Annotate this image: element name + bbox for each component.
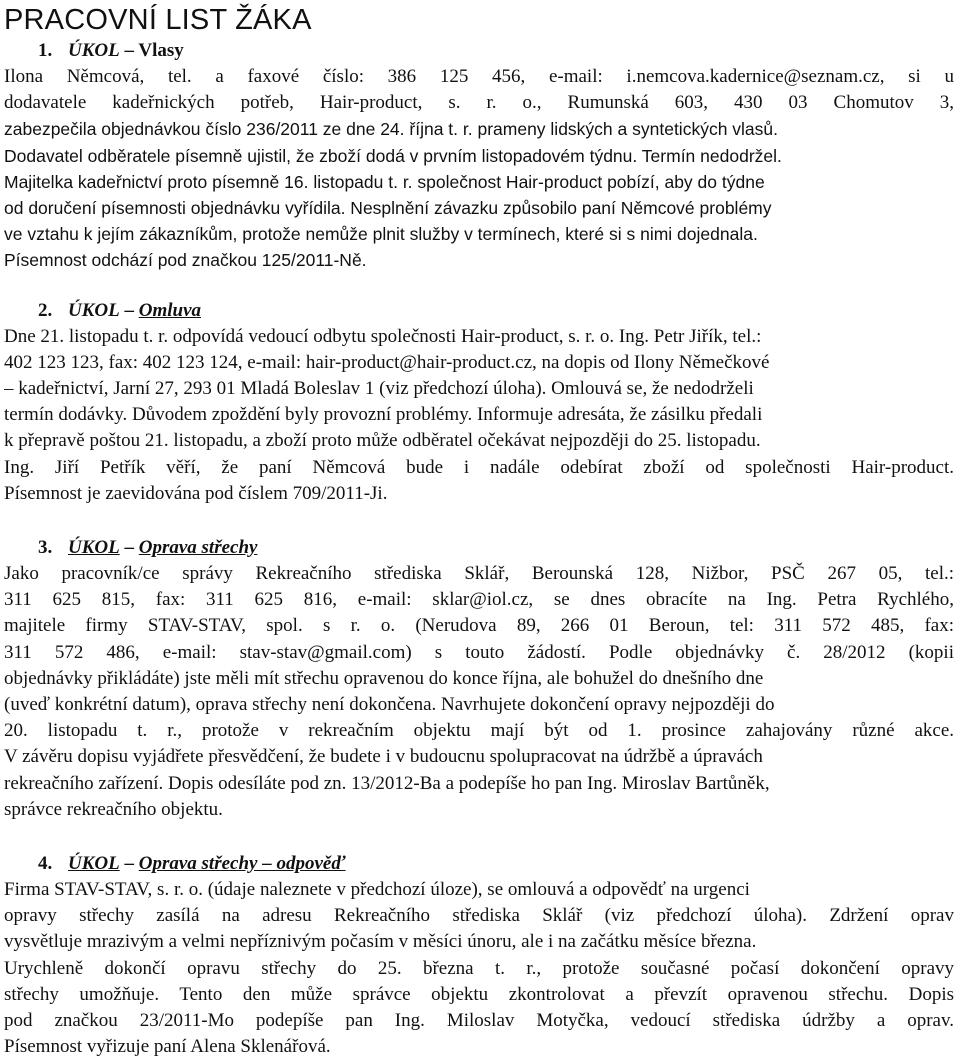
paragraph-line: střechy umožňuje. Tento den může správce objektu zkontrolovat a převzít opravenou střechu. Dopis [4,983,954,1005]
paragraph-line: Ing. Jiří Petřík věří, že paní Němcová bude i nadále odebírat zboží od společnosti Hair-product. [4,456,954,478]
task-name: Vlasy [138,40,184,61]
task-section-3 [4,535,954,823]
section-spacer [4,823,954,851]
paragraph-line: Písemnost vyřizuje paní Alena Sklenářová. [4,1036,331,1058]
paragraph-line: Písemnost odchází pod značkou 125/2011-Ně. [4,250,367,271]
paragraph-line: majitele firmy STAV-STAV, spol. s r. o. (Nerudova 89, 266 01 Beroun, tel: 311 572 485, fax: [4,615,954,637]
paragraph-line: Písemnost je zaevidována pod číslem 709/2011-Ji. [4,482,388,504]
paragraph-line: vysvětluje mrazivým a velmi nepříznivým počasím v měsíci únoru, ale i na začátku měsíce března. [4,931,757,953]
paragraph-line: (uveď konkrétní datum), oprava střechy není dokončena. Navrhujete dokončení opravy nejpozději do [4,694,775,716]
task-dash: – [119,853,139,875]
paragraph-line: 20. listopadu t. r., protože v rekreačním objektu mají být od 1. prosince zahajovány různé akce. [4,720,954,742]
paragraph-line: V závěru dopisu vyjádřete přesvědčení, že budete i v budoucnu spolupracovat na údržbě a úpravách [4,746,763,768]
paragraph-line: dodavatele kadeřnických potřeb, Hair-product, s. r. o., Rumunská 603, 430 03 Chomutov 3, [4,92,954,114]
task-name: Oprava střechy – odpověď [138,853,346,875]
task-number: 3. [38,537,53,559]
task-dash: – [119,299,139,321]
paragraph-line: zabezpečila objednávkou číslo 236/2011 ze dne 24. října t. r. prameny lidských a syntetických vlasů. [4,119,778,140]
task-label: ÚKOL [68,299,120,321]
section-spacer [4,507,954,535]
paragraph-line: Jako pracovník/ce správy Rekreačního střediska Sklář, Berounská 128, Nižbor, PSČ 267 05, tel.: [4,563,954,585]
paragraph-line: správce rekreačního objektu. [4,798,223,820]
paragraph-line: objednávky přikládáte) jste měli mít střechu opravenou do konce října, ale bohužel do dnešního dne [4,667,764,689]
task-dash: – [119,537,139,559]
task-dash: – [119,40,139,61]
task-heading [38,535,954,561]
paragraph-line: 311 572 486, e-mail: stav-stav@gmail.com) s touto žádostí. Podle objednávky č. 28/2012 (kopii [4,641,954,663]
paragraph-line: 402 123 123, fax: 402 123 124, e-mail: hair-product@hair-product.cz, na dopis od Ilony Němečkové [4,351,770,373]
task-list [4,38,954,1061]
task-number: 4. [38,853,53,875]
paragraph-line: 311 625 815, fax: 311 625 816, e-mail: sklar@iol.cz, se dnes obracíte na Ing. Petra Rychlého, [4,589,954,611]
paragraph-line: rekreačního zařízení. Dopis odesíláte pod zn. 13/2012-Ba a podepíše ho pan Ing. Miroslav Bartůněk, [4,772,770,794]
task-number: 2. [38,299,53,321]
paragraph-line: pod značkou 23/2011-Mo podepíše pan Ing. Miloslav Motyčka, vedoucí střediska údržby a oprav. [4,1010,954,1032]
paragraph-line: k přepravě poštou 21. listopadu, a zboží proto může odběratel očekávat nejpozději do 25. listopadu. [4,430,761,452]
task-heading [38,38,954,64]
paragraph-line: Ilona Němcová, tel. a faxové číslo: 386 125 456, e-mail: i.nemcova.kadernice@seznam.cz, si u [4,66,954,87]
paragraph-line: od doručení písemnosti objednávku vyřídila. Nesplnění závazku způsobilo paní Němcové problémy [4,198,772,219]
task-section-1 [4,38,954,274]
paragraph-line: termín dodávky. Důvodem zpoždění byly provozní problémy. Informuje adresáta, že zásilku předali [4,404,763,426]
task-number: 1. [38,40,53,61]
task-label: ÚKOL [68,537,120,559]
task-name: Omluva [138,299,202,321]
task-heading [38,298,954,324]
paragraph-line: opravy střechy zasílá na adresu Rekreačního střediska Sklář (viz předchozí úloha). Zdržení oprav [4,905,954,927]
paragraph-line: Firma STAV-STAV, s. r. o. (údaje naleznete v předchozí úloze), se omlouvá a odpovědť na urgenci [4,879,750,901]
task-heading [38,851,954,877]
task-label: ÚKOL [68,853,120,875]
paragraph-line: Dodavatel odběratele písemně ujistil, že zboží dodá v prvním listopadovém týdnu. Termín nedodržel. [4,145,782,166]
task-section-4 [4,851,954,1060]
section-spacer [4,274,954,298]
paragraph-line: Urychleně dokončí opravu střechy do 25. března t. r., protože současné počasí dokončení opravy [4,957,954,979]
page-title: PRACOVNÍ LIST ŽÁKA [4,4,312,36]
paragraph-line: – kadeřnictví, Jarní 27, 293 01 Mladá Boleslav 1 (viz předchozí úloha). Omlouvá se, že nedodrželi [4,378,754,400]
task-section-2 [4,298,954,507]
paragraph-line: Dne 21. listopadu t. r. odpovídá vedoucí odbytu společnosti Hair-product, s. r. o. Ing. Petr Jiřík, tel.: [4,325,762,347]
worksheet-page [0,2,960,1060]
paragraph-line: ve vztahu k jejím zákazníkům, protože nemůže plnit služby v termínech, které si s nimi dojednala. [4,224,758,245]
paragraph-line: Majitelka kadeřnictví proto písemně 16. listopadu t. r. společnost Hair-product pobízí, aby do týdne [4,171,765,192]
task-name: Oprava střechy [138,537,258,559]
task-label: ÚKOL [68,40,120,61]
